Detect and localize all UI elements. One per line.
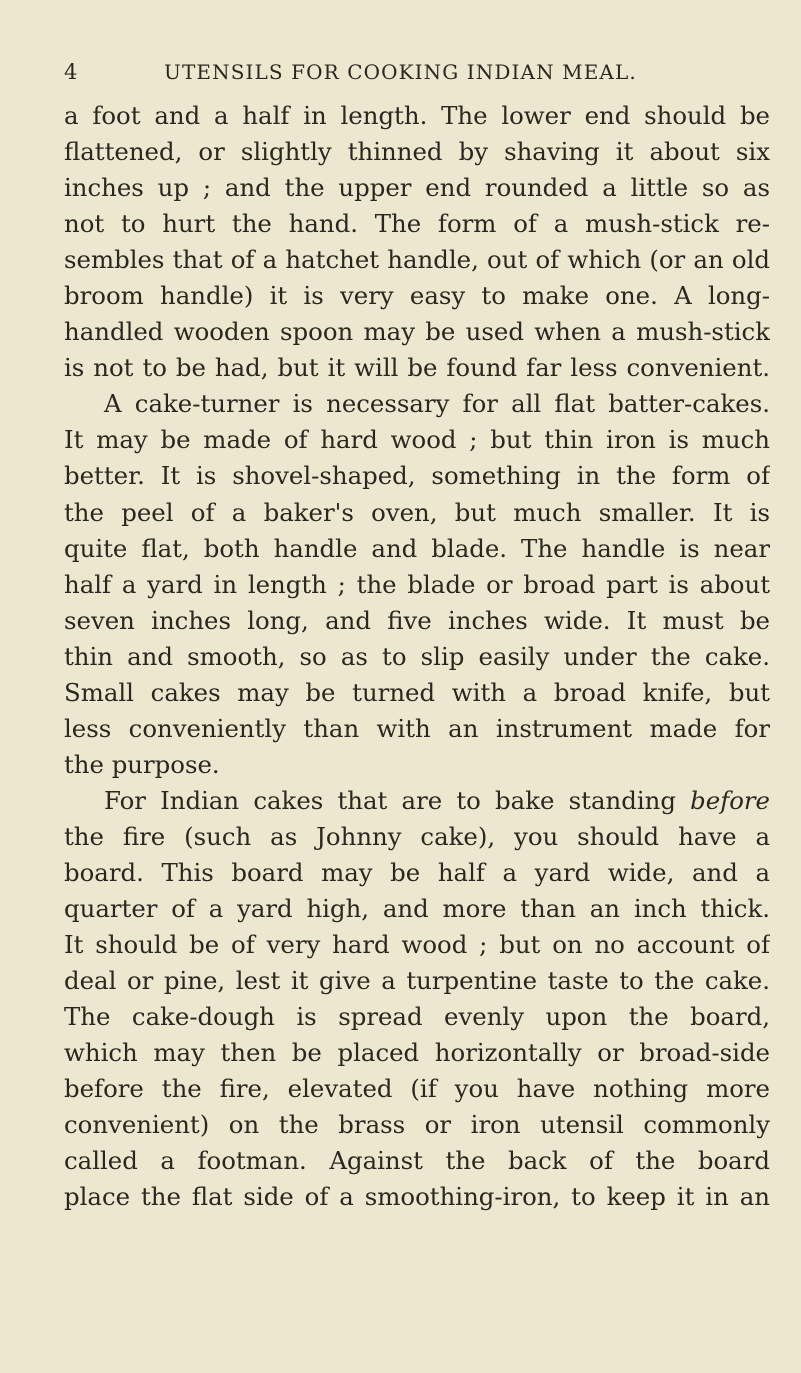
text-line: place the flat side of a smoothing-iron, to keep it in an xyxy=(64,1182,770,1212)
text-line: called a footman. Against the back of the board xyxy=(64,1146,770,1176)
text-line: Small cakes may be turned with a broad knife, but xyxy=(64,677,770,707)
text-line: less conveniently than with an instrument made for xyxy=(64,713,770,743)
text-line: not to hurt the hand. The form of a mush-stick re- xyxy=(64,209,770,239)
text-line: inches up ; and the upper end rounded a little so as xyxy=(64,173,770,203)
text-line-with-italic xyxy=(64,783,770,819)
italic-word: before xyxy=(690,785,770,815)
text-line: handled wooden spoon may be used when a mush-stick xyxy=(64,317,770,347)
text-line: board. This board may be half a yard wide, and a xyxy=(64,857,770,887)
text-line: the fire (such as Johnny cake), you should have a xyxy=(64,821,770,851)
text-line: A cake-turner is necessary for all flat batter-cakes. xyxy=(104,389,770,419)
text-line: deal or pine, lest it give a turpentine taste to the cake. xyxy=(64,966,770,996)
text-line: quarter of a yard high, and more than an inch thick. xyxy=(64,894,770,924)
page-header xyxy=(64,56,754,88)
text-line: It should be of very hard wood ; but on no account of xyxy=(64,930,770,960)
text-line: thin and smooth, so as to slip easily under the cake. xyxy=(64,641,770,671)
running-head: UTENSILS FOR COOKING INDIAN MEAL. xyxy=(164,60,637,84)
text-line: a foot and a half in length. The lower end should be xyxy=(64,101,770,130)
text-line: is not to be had, but it will be found far less convenient. xyxy=(64,353,770,383)
text-line: quite flat, both handle and blade. The handle is near xyxy=(64,533,770,563)
text-line: convenient) on the brass or iron utensil commonly xyxy=(64,1110,770,1140)
text-line: before the fire, elevated (if you have nothing more xyxy=(64,1074,770,1104)
text-line: better. It is shovel-shaped, something in the form of xyxy=(64,461,770,491)
text-segment: For Indian cakes that are to bake standing xyxy=(104,785,691,815)
text-line: the purpose. xyxy=(64,749,220,779)
page-number: 4 xyxy=(64,60,78,84)
text-line: seven inches long, and five inches wide. It must be xyxy=(64,605,770,635)
text-line: half a yard in length ; the blade or broad part is about xyxy=(64,569,770,599)
text-line: The cake-dough is spread evenly upon the board, xyxy=(64,1002,770,1032)
body-text xyxy=(64,98,770,1215)
text-line: flattened, or slightly thinned by shaving it about six xyxy=(64,137,770,167)
text-line: the peel of a baker's oven, but much smaller. It is xyxy=(64,497,770,527)
text-line: sembles that of a hatchet handle, out of which (or an old xyxy=(64,245,770,275)
text-line: It may be made of hard wood ; but thin iron is much xyxy=(64,425,770,455)
text-line: which may then be placed horizontally or broad-side xyxy=(64,1038,770,1068)
text-line: broom handle) it is very easy to make one. A long- xyxy=(64,281,770,311)
